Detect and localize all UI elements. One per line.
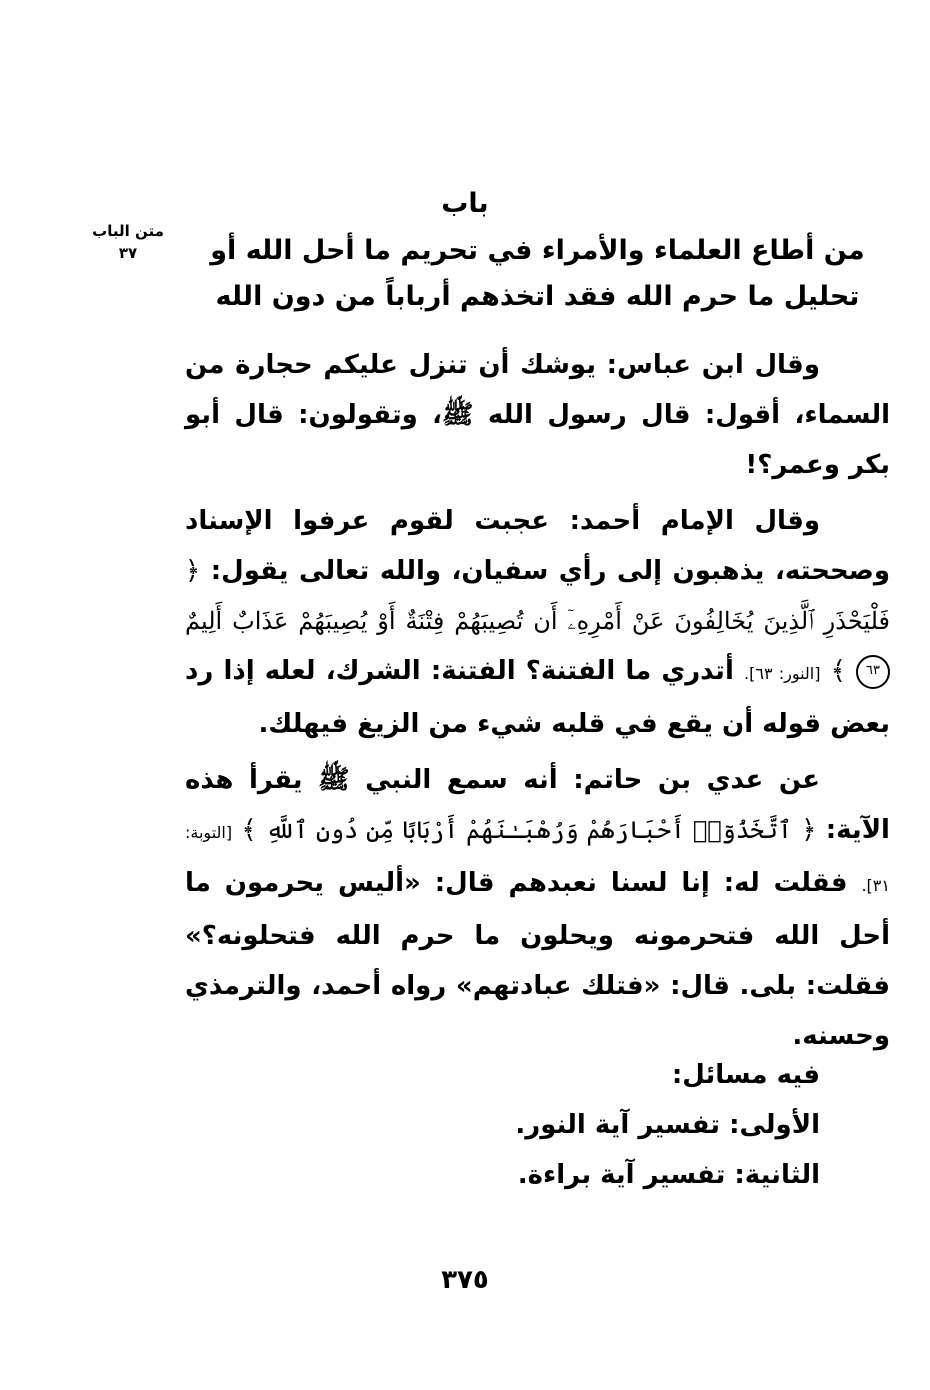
paragraph-text: عن عدي بن حاتم: أنه سمع النبي ﷺ يقرأ هذه الآية:: [185, 765, 890, 845]
issues-list: [185, 1050, 820, 1200]
paragraph-text: وقال الإمام أحمد: عجبت لقوم عرفوا الإسناد وصححته، يذهبون إلى رأي سفيان، والله تعالى يقول:: [185, 506, 890, 586]
paragraph-ibn-abbas: [185, 340, 890, 490]
chapter-heading: باب: [441, 188, 489, 219]
paragraph-imam-ahmad: [185, 496, 890, 749]
verse-reference: [التوبة: ٣١].: [185, 823, 890, 895]
ornate-bracket-close: ﴾: [830, 656, 846, 686]
ornate-bracket-open: ﴿: [185, 556, 201, 586]
ayah-number-icon: ٦٣: [856, 655, 890, 689]
issues-header: فيه مسائل:: [671, 1060, 820, 1090]
paragraph-text: أتدري ما الفتنة؟ الفتنة: الشرك، لعله إذا رد بعض قوله أن يقع في قلبه شيء من الزيغ فيهلك.: [185, 656, 890, 739]
quran-verse: ٱتَّخَذُوٓا۟ أَحْبَارَهُمْ وَرُهْبَـٰنَهُمْ أَرْبَابًا مِّن دُونِ ٱللَّهِ: [265, 816, 792, 844]
side-note-label: متن الباب: [92, 222, 164, 240]
side-note-number: ٣٧: [118, 244, 138, 262]
paragraph-text: وقال ابن عباس: يوشك أن تنزل عليكم حجارة من السماء، أقول: قال رسول الله ﷺ، وتقولون: قال أبو بكر وعمر؟!: [185, 350, 890, 480]
page-number: ٣٧٥: [441, 1265, 489, 1295]
ornate-bracket-open: ﴿: [801, 815, 817, 845]
paragraph-text: فقلت له: إنا لسنا نعبدهم قال: «أليس يحرمون ما أحل الله فتحرمونه ويحلون ما حرم الله فتحلونه؟» فقلت: بلى. قال: «فتلك عبادتهم» رواه أحمد، والترمذي وحسنه.: [185, 868, 890, 1051]
verse-reference: [النور: ٦٣].: [744, 664, 821, 683]
side-note: [82, 220, 174, 264]
quran-verse: فَلْيَحْذَرِ ٱلَّذِينَ يُخَالِفُونَ عَنْ أَمْرِهِۦٓ أَن تُصِيبَهُمْ فِتْنَةٌ أَوْ يُصِيبَهُمْ عَذَابٌ أَلِيمٌ: [185, 607, 890, 635]
issue-item: الثانية: تفسير آية براءة.: [517, 1160, 820, 1190]
paragraph-adi-bin-hatim: [185, 755, 890, 1061]
ornate-bracket-close: ﴾: [241, 815, 257, 845]
chapter-title: من أطاع العلماء والأمراء في تحريم ما أحل الله أو تحليل ما حرم الله فقد اتخذهم أرباباً من دون الله: [210, 235, 865, 312]
issue-item: الأولى: تفسير آية النور.: [515, 1110, 820, 1140]
body-text: [185, 340, 890, 1067]
